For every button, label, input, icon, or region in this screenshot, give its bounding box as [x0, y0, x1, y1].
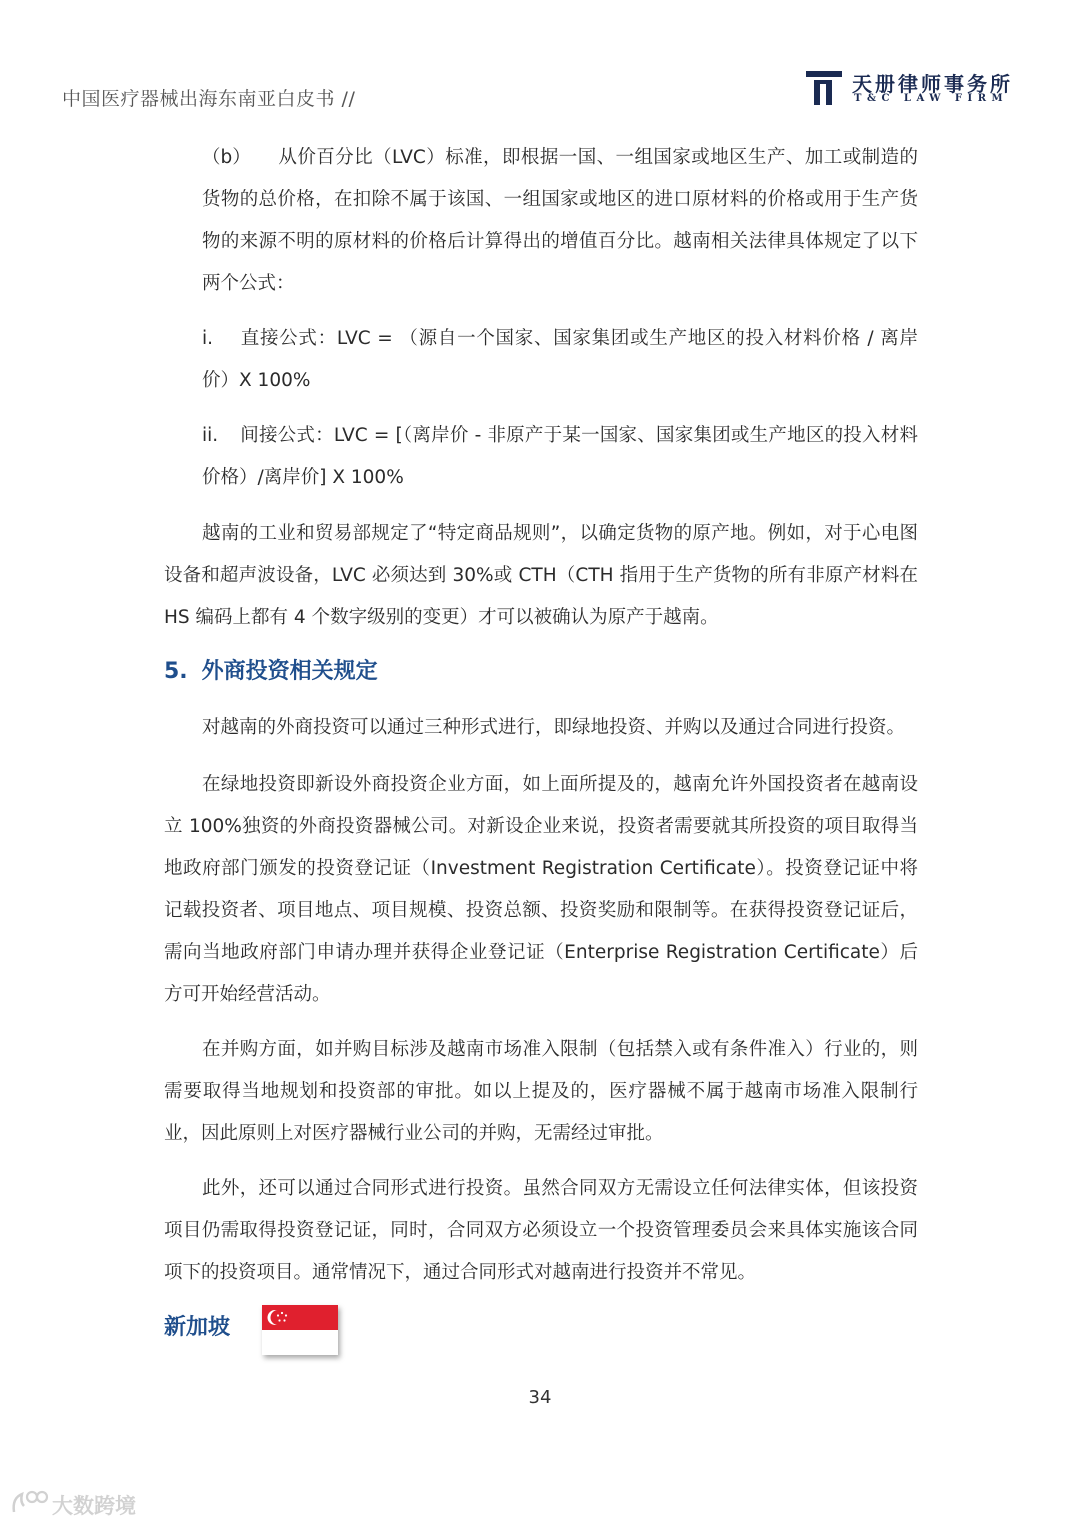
lvc-paragraph: [202, 137, 918, 305]
formula2-marker: ii.: [202, 425, 219, 446]
logo-english-name: T&C LAW FIRM: [854, 93, 1009, 104]
watermark-text: 大数跨境: [52, 1494, 136, 1518]
lvc-marker: （b）: [202, 147, 251, 168]
formula1-marker: i.: [202, 328, 214, 349]
mna-paragraph: 在并购方面，如并购目标涉及越南市场准入限制（包括禁入或有条件准入）行业的，则需要取得当地规划和投资部的审批。如以上提及的，医疗器械不属于越南市场准入限制行业，因此原则上对医疗器械行业公司的并购，无需经过审批。: [164, 1039, 918, 1144]
indirect-formula: [202, 415, 918, 499]
document-title: 中国医疗器械出海东南亚白皮书 //: [62, 88, 356, 110]
watermark: [10, 1488, 160, 1518]
origin-rules-paragraph: 越南的工业和贸易部规定了“特定商品规则”，以确定货物的原产地。例如，对于心电图设备和超声波设备，LVC 必须达到 30%或 CTH（CTH 指用于生产货物的所有非原产材料在 HS 编码上都有 4 个数字级别的变更）才可以被确认为原产于越南。: [164, 523, 918, 628]
formula2-text: 间接公式：LVC = [（离岸价 - 非原产于某一国家、国家集团或生产地区的投入材料价格）/离岸价] X 100%: [202, 425, 918, 488]
tc-logo-icon: [806, 70, 842, 106]
country-heading: 新加坡: [164, 1315, 231, 1340]
greenfield-paragraph: 在绿地投资即新设外商投资企业方面，如上面所提及的，越南允许外国投资者在越南设立 100%独资的外商投资器械公司。对新设企业来说，投资者需要就其所投资的项目取得当地政府部门颁发的投资登记证（Investment Registration Certificate）。投资登记证中将记载投资者、项目地点、项目规模、投资总额、投资奖励和限制等。在获得投资登记证后，需向当地政府部门申请办理并获得企业登记证（Enterprise Registration Certificate）后方可开始经营活动。: [164, 774, 918, 1005]
direct-formula: [202, 318, 918, 402]
contract-paragraph: 此外，还可以通过合同形式进行投资。虽然合同双方无需设立任何法律实体，但该投资项目仍需取得投资登记证，同时，合同双方必须设立一个投资管理委员会来具体实施该合同项下的投资项目。通常情况下，通过合同形式对越南进行投资并不常见。: [164, 1178, 918, 1283]
watermark-logo-icon: [10, 1488, 50, 1518]
lvc-text: 从价百分比（LVC）标准，即根据一国、一组国家或地区生产、加工或制造的货物的总价格，在扣除不属于该国、一组国家或地区的进口原材料的价格或用于生产货物的来源不明的原材料的价格后计算得出的增值百分比。越南相关法律具体规定了以下两个公式：: [202, 147, 918, 294]
logo-chinese-name: 天册律师事务所: [852, 72, 1013, 96]
formula1-text: 直接公式：LVC = （源自一个国家、国家集团或生产地区的投入材料价格 / 离岸价）X 100%: [202, 328, 918, 391]
law-firm-logo: [806, 68, 1016, 108]
section-number: 5.: [164, 659, 188, 684]
singapore-flag-icon: [262, 1305, 338, 1355]
fdi-forms-paragraph: 对越南的外商投资可以通过三种形式进行，即绿地投资、并购以及通过合同进行投资。: [202, 717, 906, 738]
section-heading: [164, 654, 378, 685]
page-number: 34: [528, 1387, 552, 1408]
section-title: 外商投资相关规定: [201, 659, 378, 684]
